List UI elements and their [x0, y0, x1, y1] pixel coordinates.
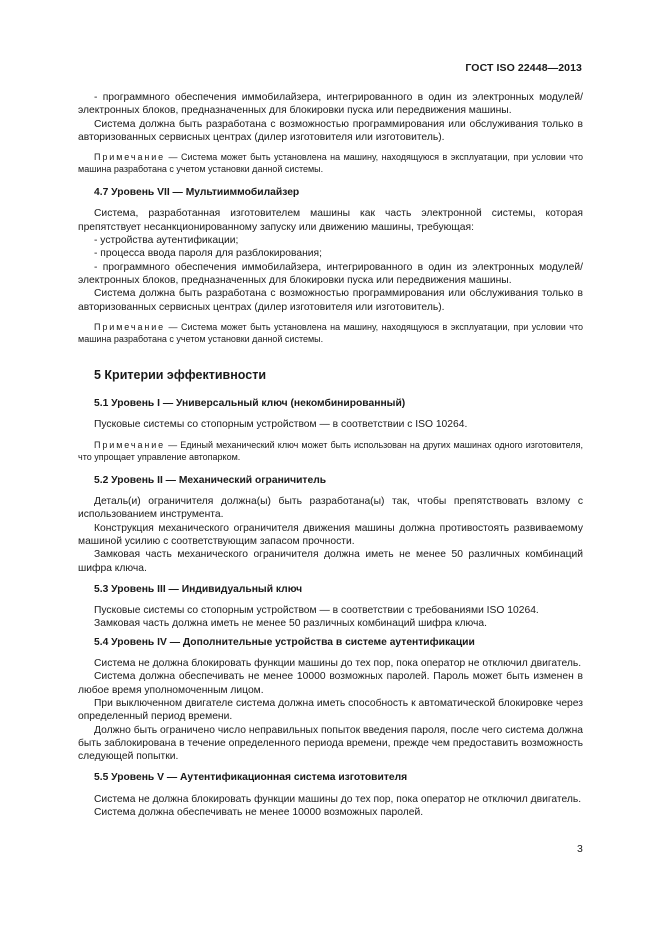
note — [78, 439, 583, 463]
paragraph: Замковая часть должна иметь не менее 50 различных комбинаций шифра ключа. — [94, 618, 487, 630]
list-item: - процесса ввода пароля для разблокирования; — [94, 248, 322, 260]
note-label: Примечание — [94, 439, 166, 450]
list-item: - программного обеспечения иммобилайзера, интегрированного в один из электронных модулей/электронных блоков, предназначенных для блокировки пуска или передвижения машины. — [78, 261, 583, 286]
paragraph: При выключенном двигателе система должна иметь способность к автоматической блокировке через определенный период времени. — [78, 697, 583, 723]
paragraph: Система должна быть разработана с возможностью программирования или обслуживания только в авторизованных сервисных центрах (дилер изготовителя или изготовитель). — [78, 118, 583, 143]
document-body — [78, 91, 583, 819]
paragraph: Система должна быть разработана с возможностью программирования или обслуживания только в авторизованных сервисных центрах (дилер изготовителя или изготовитель). — [78, 288, 583, 313]
note-text: — Система может быть установлена на машину, находящуюся в эксплуатации, при условии что машина разработана с учетом установки данной системы. — [78, 152, 583, 175]
paragraph: Конструкция механического ограничителя движения машины должна противостоять развиваемому машиной усилию с соответствующим запасом прочности. — [78, 522, 583, 547]
note-label: Примечание — [94, 152, 166, 163]
note-text: — Единый механический ключ может быть использован на других машинах одного изготовителя, что упрощает управление автопарком. — [78, 439, 583, 462]
paragraph: Деталь(и) ограничителя должна(ы) быть разработана(ы) так, чтобы препятствовать взлому с использованием инструмента. — [78, 496, 583, 521]
section-heading: 5.2 Уровень II — Механический ограничитель — [94, 474, 327, 486]
paragraph: Пусковые системы со стопорным устройством — в соответствии с ISO 10264. — [94, 419, 468, 431]
paragraph: Система должна обеспечивать не менее 10000 возможных паролей. — [94, 806, 424, 818]
section-heading: 5.5 Уровень V — Аутентификационная система изготовителя — [94, 772, 408, 784]
list-item: - устройства аутентификации; — [94, 235, 239, 247]
note-label: Примечание — [94, 321, 166, 332]
note-text: — Система может быть установлена на машину, находящуюся в эксплуатации, при условии что машина разработана с учетом установки данной системы. — [78, 321, 583, 344]
paragraph: Система не должна блокировать функции машины до тех пор, пока оператор не отключил двигатель. — [94, 658, 582, 670]
paragraph: Должно быть ограничено число неправильных попыток введения пароля, после чего система должна быть заблокирована в течение определенного периода времени, прежде чем предоставить возможность следующей попытки. — [78, 724, 583, 763]
note — [78, 321, 583, 345]
document-header: ГОСТ ISO 22448—2013 — [465, 62, 582, 74]
note — [78, 151, 583, 175]
chapter-heading: 5 Критерии эффективности — [94, 367, 267, 382]
page-number: 3 — [577, 843, 583, 855]
paragraph: - программного обеспечения иммобилайзера, интегрированного в один из электронных модулей/электронных блоков, предназначенных для блокировки пуска или передвижения машины. — [78, 92, 583, 117]
paragraph: Система должна обеспечивать не менее 10000 возможных паролей. Пароль может быть изменен в любое время уполномоченным лицом. — [78, 671, 583, 696]
paragraph: Система не должна блокировать функции машины до тех пор, пока оператор не отключил двигатель. — [94, 793, 582, 805]
paragraph: Система, разработанная изготовителем машины как часть электронной системы, которая препятствует несанкционированному запуску или движению машины, требующая: — [78, 208, 583, 233]
section-heading: 5.3 Уровень III — Индивидуальный ключ — [94, 583, 303, 595]
section-heading: 4.7 Уровень VII — Мультииммобилайзер — [94, 187, 300, 199]
paragraph: Замковая часть механического ограничителя должна иметь не менее 50 различных комбинаций шифра ключа. — [78, 549, 583, 574]
paragraph: Пусковые системы со стопорным устройством — в соответствии с требованиями ISO 10264. — [94, 605, 539, 617]
section-heading: 5.1 Уровень I — Универсальный ключ (некомбинированный) — [94, 398, 406, 410]
section-heading: 5.4 Уровень IV — Дополнительные устройства в системе аутентификации — [94, 636, 475, 648]
